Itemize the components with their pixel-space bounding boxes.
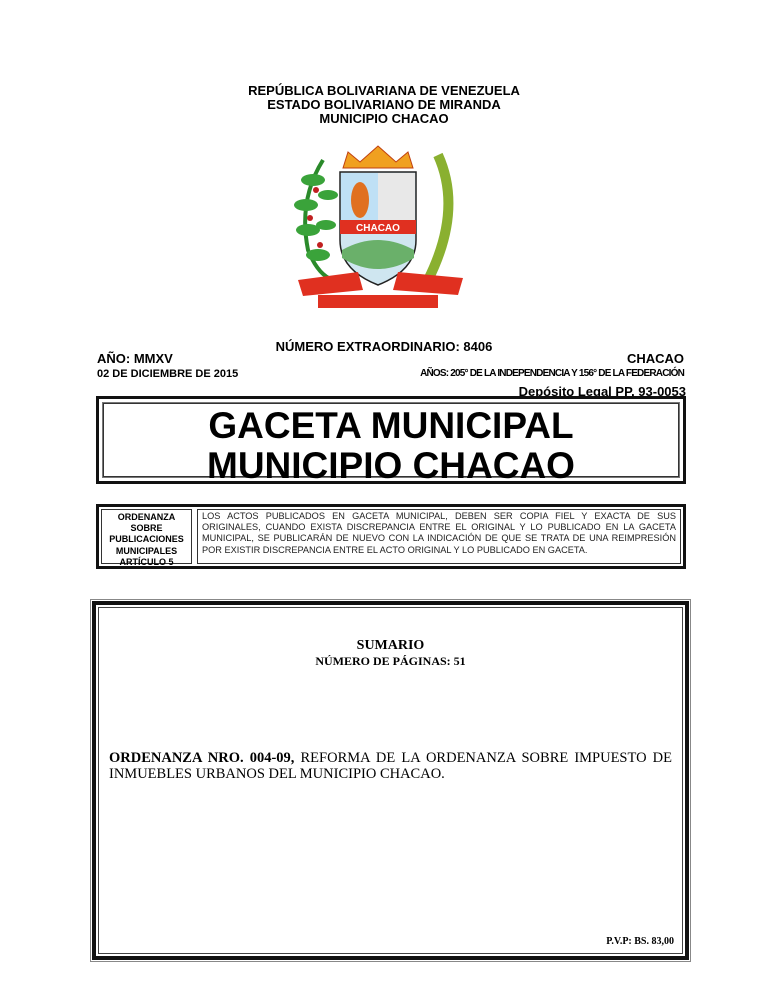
ref-line: SOBRE (130, 523, 163, 534)
svg-text:CHACAO: CHACAO (356, 223, 400, 234)
ref-line: ARTÍCULO 5 (119, 556, 174, 567)
summary-item-title: ORDENANZA NRO. 004-09, (109, 750, 295, 766)
issue-year: AÑO: MMXV (97, 351, 173, 366)
price: P.V.P: BS. 83,00 (606, 936, 674, 947)
header-republic: REPÚBLICA BOLIVARIANA DE VENEZUELA (248, 83, 520, 98)
ref-line: ORDENANZA (117, 512, 176, 522)
summary-heading: SUMARIO (356, 638, 425, 653)
summary-pages: NÚMERO DE PÁGINAS: 51 (315, 654, 466, 668)
summary-box (92, 601, 689, 960)
issue-date: 02 DE DICIEMBRE DE 2015 (97, 368, 239, 380)
summary-item (109, 750, 672, 782)
notice-box (96, 504, 686, 569)
title-line-1: GACETA MUNICIPAL (208, 405, 574, 446)
ref-line: MUNICIPALES (115, 545, 178, 556)
notice-text: LOS ACTOS PUBLICADOS EN GACETA MUNICIPAL, DEBEN SER COPIA FIEL Y EXACTA DE SUS ORIGINALES, CUANDO EXISTA DISCREPANCIA ENTRE EL ORIGINAL Y LO PUBLICADO EN LA GACETA MUNICIPAL, SE PUBLICARÁN DE NUEVO CON LA INDICACIÓN DE QUE SE TRATA DE UNA REIMPRESIÓN POR EXISTIR DISCREPANCIA ENTRE EL ACTO ORIGINAL Y LO PUBLICADO EN GACETA. (197, 509, 681, 564)
issue-years: AÑOS: 205° DE LA INDEPENDENCIA Y 156° DE LA FEDERACIÓN (420, 368, 684, 379)
header-municipality: MUNICIPIO CHACAO (319, 111, 449, 126)
title-line-2: MUNICIPIO CHACAO (207, 445, 575, 486)
ref-line: PUBLICACIONES (109, 534, 184, 545)
title-box (96, 396, 686, 484)
summary-item-text: REFORMA DE LA ORDENANZA SOBRE IMPUESTO DE INMUEBLES URBANOS DEL MUNICIPIO CHACAO. (109, 750, 672, 782)
issue-city: CHACAO (626, 351, 684, 366)
coat-of-arms-logo (278, 140, 478, 310)
legal-deposit: Depósito Legal PP. 93-0053 (518, 384, 686, 399)
issue-number: NÚMERO EXTRAORDINARIO: 8406 (275, 339, 493, 354)
header-state: ESTADO BOLIVARIANO DE MIRANDA (267, 97, 501, 112)
notice-reference (101, 509, 192, 567)
